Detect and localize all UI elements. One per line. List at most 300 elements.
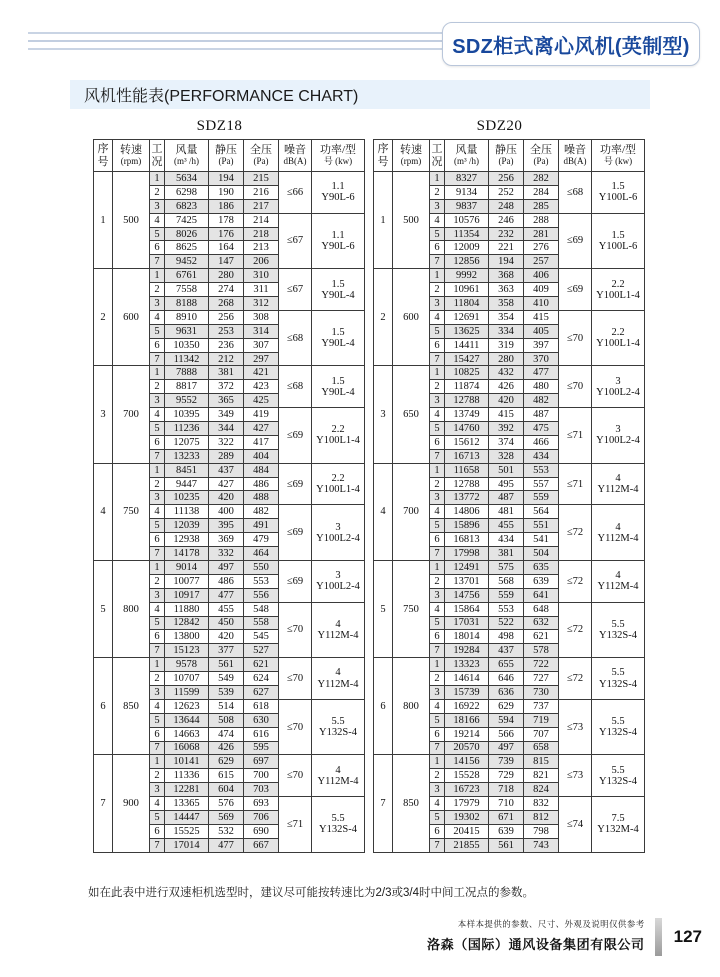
cell-flow: 16723 bbox=[445, 783, 489, 797]
cell-static-pressure: 420 bbox=[209, 491, 244, 505]
cell-flow: 9552 bbox=[165, 394, 209, 408]
table-header-total-pressure: 全压 (Pa) bbox=[244, 140, 279, 172]
cell-static-pressure: 432 bbox=[489, 366, 524, 380]
cell-rpm: 750 bbox=[113, 463, 150, 560]
cell-total-pressure: 314 bbox=[244, 324, 279, 338]
cell-condition: 5 bbox=[430, 227, 445, 241]
company-name: 洛森（国际）通风设备集团有限公司 bbox=[427, 937, 645, 952]
cell-power-model: Y132S-4 bbox=[319, 727, 357, 739]
cell-noise: ≤74 bbox=[559, 797, 592, 853]
table-header-condition: 工 况 bbox=[430, 140, 445, 172]
cell-static-pressure: 381 bbox=[489, 547, 524, 561]
table-header-rpm: 转速 (rpm) bbox=[393, 140, 430, 172]
cell-condition: 2 bbox=[430, 185, 445, 199]
table-row bbox=[374, 755, 645, 769]
cell-sequence: 3 bbox=[374, 366, 393, 463]
footer-brand-block bbox=[0, 918, 720, 964]
header-title-text: SDZ柜式离心风机(英制型) bbox=[452, 35, 690, 58]
cell-static-pressure: 232 bbox=[489, 227, 524, 241]
cell-power-kw: 5.5 bbox=[611, 764, 625, 776]
cell-noise: ≤72 bbox=[559, 602, 592, 658]
cell-power bbox=[592, 797, 645, 853]
cell-noise: ≤70 bbox=[279, 755, 312, 797]
cell-condition: 2 bbox=[150, 672, 165, 686]
cell-power-model: Y112M-4 bbox=[597, 532, 639, 544]
cell-static-pressure: 671 bbox=[489, 810, 524, 824]
cell-condition: 7 bbox=[430, 352, 445, 366]
cell-condition: 3 bbox=[150, 394, 165, 408]
brand-divider-bar bbox=[655, 918, 662, 956]
cell-power-kw: 4 bbox=[615, 473, 621, 485]
cell-flow: 18166 bbox=[445, 713, 489, 727]
cell-noise: ≤70 bbox=[279, 658, 312, 700]
cell-power-kw: 1.5 bbox=[611, 181, 625, 193]
cell-flow: 12009 bbox=[445, 241, 489, 255]
table-row bbox=[374, 172, 645, 186]
cell-static-pressure: 365 bbox=[209, 394, 244, 408]
cell-sequence: 6 bbox=[94, 658, 113, 755]
cell-total-pressure: 312 bbox=[244, 297, 279, 311]
cell-total-pressure: 423 bbox=[244, 380, 279, 394]
cell-static-pressure: 539 bbox=[209, 685, 244, 699]
cell-static-pressure: 486 bbox=[209, 574, 244, 588]
cell-flow: 13749 bbox=[445, 408, 489, 422]
cell-static-pressure: 349 bbox=[209, 408, 244, 422]
cell-static-pressure: 497 bbox=[489, 741, 524, 755]
table-body bbox=[94, 172, 365, 853]
cell-static-pressure: 358 bbox=[489, 297, 524, 311]
cell-condition: 4 bbox=[150, 505, 165, 519]
cell-condition: 7 bbox=[430, 255, 445, 269]
table-header-power: 功率/型 号 (kw) bbox=[312, 140, 365, 172]
cell-static-pressure: 559 bbox=[489, 588, 524, 602]
cell-total-pressure: 419 bbox=[244, 408, 279, 422]
table-row bbox=[94, 560, 365, 574]
cell-condition: 6 bbox=[430, 727, 445, 741]
cell-flow: 12691 bbox=[445, 310, 489, 324]
cell-flow: 10141 bbox=[165, 755, 209, 769]
cell-static-pressure: 629 bbox=[209, 755, 244, 769]
cell-flow: 11138 bbox=[165, 505, 209, 519]
cell-condition: 4 bbox=[430, 602, 445, 616]
page-header bbox=[0, 22, 720, 68]
cell-power bbox=[312, 463, 365, 505]
cell-total-pressure: 409 bbox=[524, 283, 559, 297]
cell-total-pressure: 276 bbox=[524, 241, 559, 255]
cell-static-pressure: 420 bbox=[489, 394, 524, 408]
cell-power bbox=[312, 699, 365, 755]
cell-sequence: 3 bbox=[94, 366, 113, 463]
cell-noise: ≤69 bbox=[279, 463, 312, 505]
cell-static-pressure: 569 bbox=[209, 810, 244, 824]
cell-power bbox=[592, 463, 645, 505]
cell-static-pressure: 377 bbox=[209, 644, 244, 658]
table-row bbox=[374, 658, 645, 672]
cell-total-pressure: 281 bbox=[524, 227, 559, 241]
cell-condition: 7 bbox=[150, 741, 165, 755]
performance-table-sdz20 bbox=[373, 118, 640, 853]
cell-condition: 3 bbox=[150, 783, 165, 797]
cell-noise: ≤69 bbox=[559, 269, 592, 311]
table-row bbox=[94, 366, 365, 380]
cell-condition: 3 bbox=[150, 297, 165, 311]
cell-power bbox=[592, 602, 645, 658]
cell-static-pressure: 549 bbox=[209, 672, 244, 686]
cell-power bbox=[312, 505, 365, 561]
cell-static-pressure: 434 bbox=[489, 533, 524, 547]
cell-condition: 6 bbox=[150, 630, 165, 644]
cell-power bbox=[592, 699, 645, 755]
cell-condition: 5 bbox=[430, 422, 445, 436]
cell-power-model: Y100L2-4 bbox=[596, 435, 640, 447]
cell-power-kw: 4 bbox=[335, 764, 341, 776]
cell-static-pressure: 639 bbox=[489, 824, 524, 838]
cell-condition: 3 bbox=[430, 394, 445, 408]
cell-power-model: Y100L1-4 bbox=[596, 338, 640, 350]
cell-flow: 8327 bbox=[445, 172, 489, 186]
table-sdz20 bbox=[373, 139, 645, 853]
cell-static-pressure: 450 bbox=[209, 616, 244, 630]
cell-total-pressure: 285 bbox=[524, 199, 559, 213]
cell-power-model: Y132S-4 bbox=[319, 824, 357, 836]
cell-condition: 5 bbox=[430, 519, 445, 533]
cell-power bbox=[592, 269, 645, 311]
cell-power-kw: 4 bbox=[335, 667, 341, 679]
cell-condition: 1 bbox=[150, 463, 165, 477]
cell-condition: 1 bbox=[430, 172, 445, 186]
cell-flow: 8625 bbox=[165, 241, 209, 255]
cell-power-model: Y132S-4 bbox=[599, 775, 637, 787]
table-header-seq: 序 号 bbox=[374, 140, 393, 172]
cell-sequence: 2 bbox=[374, 269, 393, 366]
cell-static-pressure: 594 bbox=[489, 713, 524, 727]
cell-noise: ≤69 bbox=[279, 505, 312, 561]
cell-condition: 6 bbox=[430, 338, 445, 352]
cell-noise: ≤73 bbox=[559, 755, 592, 797]
cell-static-pressure: 253 bbox=[209, 324, 244, 338]
cell-power bbox=[592, 310, 645, 366]
cell-total-pressure: 213 bbox=[244, 241, 279, 255]
cell-power-kw: 5.5 bbox=[611, 667, 625, 679]
cell-noise: ≤73 bbox=[559, 699, 592, 755]
cell-static-pressure: 178 bbox=[209, 213, 244, 227]
cell-condition: 6 bbox=[430, 435, 445, 449]
cell-flow: 12856 bbox=[445, 255, 489, 269]
cell-condition: 6 bbox=[150, 533, 165, 547]
cell-power-kw: 1.1 bbox=[331, 181, 345, 193]
cell-static-pressure: 474 bbox=[209, 727, 244, 741]
cell-total-pressure: 556 bbox=[244, 588, 279, 602]
cell-condition: 4 bbox=[150, 602, 165, 616]
cell-power-model: Y112M-4 bbox=[317, 678, 359, 690]
cell-total-pressure: 658 bbox=[524, 741, 559, 755]
cell-noise: ≤69 bbox=[279, 560, 312, 602]
table-header-power: 功率/型 号 (kw) bbox=[592, 140, 645, 172]
cell-flow: 14614 bbox=[445, 672, 489, 686]
table-sdz18 bbox=[93, 139, 365, 853]
cell-noise: ≤72 bbox=[559, 505, 592, 561]
cell-flow: 8188 bbox=[165, 297, 209, 311]
cell-total-pressure: 639 bbox=[524, 574, 559, 588]
cell-power bbox=[592, 755, 645, 797]
cell-total-pressure: 288 bbox=[524, 213, 559, 227]
cell-static-pressure: 477 bbox=[209, 588, 244, 602]
header-title-badge bbox=[442, 22, 700, 66]
cell-power-kw: 1.5 bbox=[611, 229, 625, 241]
cell-static-pressure: 455 bbox=[209, 602, 244, 616]
cell-condition: 5 bbox=[430, 713, 445, 727]
cell-static-pressure: 427 bbox=[209, 477, 244, 491]
table-header-flow: 风量 (m³ /h) bbox=[165, 140, 209, 172]
table-row bbox=[374, 560, 645, 574]
cell-static-pressure: 497 bbox=[209, 560, 244, 574]
cell-condition: 1 bbox=[430, 755, 445, 769]
cell-flow: 15864 bbox=[445, 602, 489, 616]
cell-condition: 7 bbox=[150, 547, 165, 561]
cell-total-pressure: 417 bbox=[244, 435, 279, 449]
cell-flow: 13701 bbox=[445, 574, 489, 588]
cell-condition: 2 bbox=[150, 477, 165, 491]
cell-total-pressure: 648 bbox=[524, 602, 559, 616]
cell-total-pressure: 466 bbox=[524, 435, 559, 449]
cell-total-pressure: 824 bbox=[524, 783, 559, 797]
cell-total-pressure: 812 bbox=[524, 810, 559, 824]
cell-static-pressure: 280 bbox=[209, 269, 244, 283]
cell-condition: 2 bbox=[150, 769, 165, 783]
cell-condition: 2 bbox=[430, 380, 445, 394]
cell-flow: 11354 bbox=[445, 227, 489, 241]
cell-rpm: 850 bbox=[113, 658, 150, 755]
cell-static-pressure: 164 bbox=[209, 241, 244, 255]
cell-static-pressure: 415 bbox=[489, 408, 524, 422]
cell-total-pressure: 480 bbox=[524, 380, 559, 394]
table-header-row bbox=[374, 140, 645, 172]
cell-flow: 14760 bbox=[445, 422, 489, 436]
cell-condition: 1 bbox=[430, 463, 445, 477]
cell-condition: 2 bbox=[430, 672, 445, 686]
performance-table-sdz18 bbox=[93, 118, 360, 853]
cell-flow: 8817 bbox=[165, 380, 209, 394]
cell-condition: 1 bbox=[430, 560, 445, 574]
cell-static-pressure: 374 bbox=[489, 435, 524, 449]
model-name-sdz20: SDZ20 bbox=[476, 118, 523, 134]
cell-condition: 1 bbox=[430, 366, 445, 380]
cell-condition: 7 bbox=[430, 449, 445, 463]
cell-condition: 7 bbox=[430, 838, 445, 852]
cell-rpm: 850 bbox=[393, 755, 430, 852]
cell-total-pressure: 308 bbox=[244, 310, 279, 324]
cell-condition: 4 bbox=[430, 699, 445, 713]
cell-power-kw: 1.5 bbox=[331, 375, 345, 387]
cell-power-model: Y90L-6 bbox=[321, 240, 355, 252]
cell-flow: 12788 bbox=[445, 477, 489, 491]
cell-total-pressure: 482 bbox=[244, 505, 279, 519]
cell-condition: 4 bbox=[430, 408, 445, 422]
cell-noise: ≤67 bbox=[279, 269, 312, 311]
cell-static-pressure: 190 bbox=[209, 185, 244, 199]
cell-flow: 11236 bbox=[165, 422, 209, 436]
cell-condition: 7 bbox=[430, 741, 445, 755]
cell-power-kw: 2.2 bbox=[611, 278, 625, 290]
footer-note: 如在此表中进行双速柜机选型时，建议尽可能按转速比为2/3或3/4时中间工况点的参数。 bbox=[88, 887, 534, 899]
cell-power-model: Y112M-4 bbox=[317, 629, 359, 641]
cell-power bbox=[312, 172, 365, 214]
cell-flow: 19302 bbox=[445, 810, 489, 824]
cell-total-pressure: 630 bbox=[244, 713, 279, 727]
cell-flow: 10395 bbox=[165, 408, 209, 422]
table-head bbox=[374, 140, 645, 172]
cell-rpm: 500 bbox=[393, 172, 430, 269]
cell-total-pressure: 616 bbox=[244, 727, 279, 741]
cell-condition: 5 bbox=[150, 713, 165, 727]
cell-static-pressure: 655 bbox=[489, 658, 524, 672]
cell-condition: 5 bbox=[150, 227, 165, 241]
cell-static-pressure: 221 bbox=[489, 241, 524, 255]
cell-power-model: Y112M-4 bbox=[597, 581, 639, 593]
cell-flow: 7425 bbox=[165, 213, 209, 227]
table-row bbox=[374, 463, 645, 477]
cell-flow: 16922 bbox=[445, 699, 489, 713]
cell-total-pressure: 578 bbox=[524, 644, 559, 658]
cell-condition: 3 bbox=[430, 685, 445, 699]
cell-flow: 5634 bbox=[165, 172, 209, 186]
cell-power-model: Y100L-6 bbox=[598, 192, 638, 204]
cell-static-pressure: 236 bbox=[209, 338, 244, 352]
cell-flow: 9578 bbox=[165, 658, 209, 672]
cell-flow: 10350 bbox=[165, 338, 209, 352]
cell-static-pressure: 576 bbox=[209, 797, 244, 811]
cell-static-pressure: 710 bbox=[489, 797, 524, 811]
cell-condition: 3 bbox=[150, 491, 165, 505]
cell-power-kw: 1.5 bbox=[331, 278, 345, 290]
cell-flow: 15896 bbox=[445, 519, 489, 533]
table-header-flow: 风量 (m³ /h) bbox=[445, 140, 489, 172]
cell-flow: 14411 bbox=[445, 338, 489, 352]
cell-total-pressure: 541 bbox=[524, 533, 559, 547]
disclaimer-text: 本样本提供的参数、尺寸、外观及说明仅供参考 bbox=[457, 919, 645, 929]
cell-static-pressure: 729 bbox=[489, 769, 524, 783]
cell-power bbox=[312, 310, 365, 366]
cell-power bbox=[312, 602, 365, 658]
table-header-static-pressure: 静压 (Pa) bbox=[209, 140, 244, 172]
cell-flow: 11599 bbox=[165, 685, 209, 699]
cell-total-pressure: 545 bbox=[244, 630, 279, 644]
cell-static-pressure: 328 bbox=[489, 449, 524, 463]
cell-power bbox=[312, 408, 365, 464]
cell-noise: ≤70 bbox=[279, 699, 312, 755]
cell-static-pressure: 437 bbox=[209, 463, 244, 477]
cell-power bbox=[592, 366, 645, 408]
table-row bbox=[374, 269, 645, 283]
cell-condition: 1 bbox=[150, 755, 165, 769]
cell-flow: 17998 bbox=[445, 547, 489, 561]
cell-power-model: Y132S-4 bbox=[599, 629, 637, 641]
cell-sequence: 7 bbox=[94, 755, 113, 852]
cell-power bbox=[592, 505, 645, 561]
cell-condition: 2 bbox=[430, 477, 445, 491]
cell-power-kw: 5.5 bbox=[611, 618, 625, 630]
cell-noise: ≤70 bbox=[559, 310, 592, 366]
cell-total-pressure: 727 bbox=[524, 672, 559, 686]
cell-static-pressure: 501 bbox=[489, 463, 524, 477]
cell-noise: ≤71 bbox=[559, 463, 592, 505]
cell-total-pressure: 475 bbox=[524, 422, 559, 436]
cell-condition: 1 bbox=[150, 269, 165, 283]
cell-noise: ≤66 bbox=[279, 172, 312, 214]
cell-rpm: 600 bbox=[393, 269, 430, 366]
cell-condition: 5 bbox=[430, 324, 445, 338]
table-head bbox=[94, 140, 365, 172]
cell-total-pressure: 487 bbox=[524, 408, 559, 422]
section-title-bar bbox=[70, 80, 650, 109]
cell-total-pressure: 464 bbox=[244, 547, 279, 561]
cell-power-kw: 3 bbox=[335, 521, 341, 533]
cell-power-model: Y132M-4 bbox=[597, 824, 639, 836]
cell-flow: 17979 bbox=[445, 797, 489, 811]
cell-condition: 4 bbox=[150, 213, 165, 227]
cell-static-pressure: 274 bbox=[209, 283, 244, 297]
cell-power-kw: 4 bbox=[615, 521, 621, 533]
cell-power-model: Y100L2-4 bbox=[316, 532, 360, 544]
cell-flow: 17031 bbox=[445, 616, 489, 630]
cell-total-pressure: 404 bbox=[244, 449, 279, 463]
cell-static-pressure: 246 bbox=[489, 213, 524, 227]
cell-condition: 5 bbox=[150, 519, 165, 533]
cell-power bbox=[312, 658, 365, 700]
cell-noise: ≤72 bbox=[559, 658, 592, 700]
cell-total-pressure: 284 bbox=[524, 185, 559, 199]
cell-total-pressure: 632 bbox=[524, 616, 559, 630]
table-body bbox=[374, 172, 645, 853]
cell-power bbox=[592, 213, 645, 269]
cell-total-pressure: 421 bbox=[244, 366, 279, 380]
cell-condition: 3 bbox=[430, 199, 445, 213]
table-header-static-pressure: 静压 (Pa) bbox=[489, 140, 524, 172]
cell-noise: ≤67 bbox=[279, 213, 312, 269]
cell-flow: 11804 bbox=[445, 297, 489, 311]
cell-total-pressure: 635 bbox=[524, 560, 559, 574]
cell-power-kw: 5.5 bbox=[611, 716, 625, 728]
cell-flow: 6298 bbox=[165, 185, 209, 199]
cell-total-pressure: 621 bbox=[524, 630, 559, 644]
cell-flow: 9631 bbox=[165, 324, 209, 338]
cell-total-pressure: 700 bbox=[244, 769, 279, 783]
cell-noise: ≤70 bbox=[279, 602, 312, 658]
cell-power bbox=[592, 408, 645, 464]
cell-total-pressure: 693 bbox=[244, 797, 279, 811]
cell-static-pressure: 176 bbox=[209, 227, 244, 241]
cell-power-model: Y132S-4 bbox=[599, 727, 637, 739]
cell-static-pressure: 636 bbox=[489, 685, 524, 699]
cell-total-pressure: 218 bbox=[244, 227, 279, 241]
cell-total-pressure: 482 bbox=[524, 394, 559, 408]
table-row bbox=[374, 366, 645, 380]
cell-condition: 2 bbox=[150, 185, 165, 199]
cell-flow: 16713 bbox=[445, 449, 489, 463]
cell-static-pressure: 495 bbox=[489, 477, 524, 491]
cell-total-pressure: 595 bbox=[244, 741, 279, 755]
cell-static-pressure: 400 bbox=[209, 505, 244, 519]
cell-static-pressure: 553 bbox=[489, 602, 524, 616]
cell-condition: 4 bbox=[430, 310, 445, 324]
cell-power-model: Y112M-4 bbox=[317, 775, 359, 787]
cell-power-kw: 1.5 bbox=[331, 327, 345, 339]
cell-static-pressure: 212 bbox=[209, 352, 244, 366]
cell-power bbox=[592, 658, 645, 700]
cell-flow: 14756 bbox=[445, 588, 489, 602]
table-row bbox=[94, 658, 365, 672]
cell-static-pressure: 514 bbox=[209, 699, 244, 713]
